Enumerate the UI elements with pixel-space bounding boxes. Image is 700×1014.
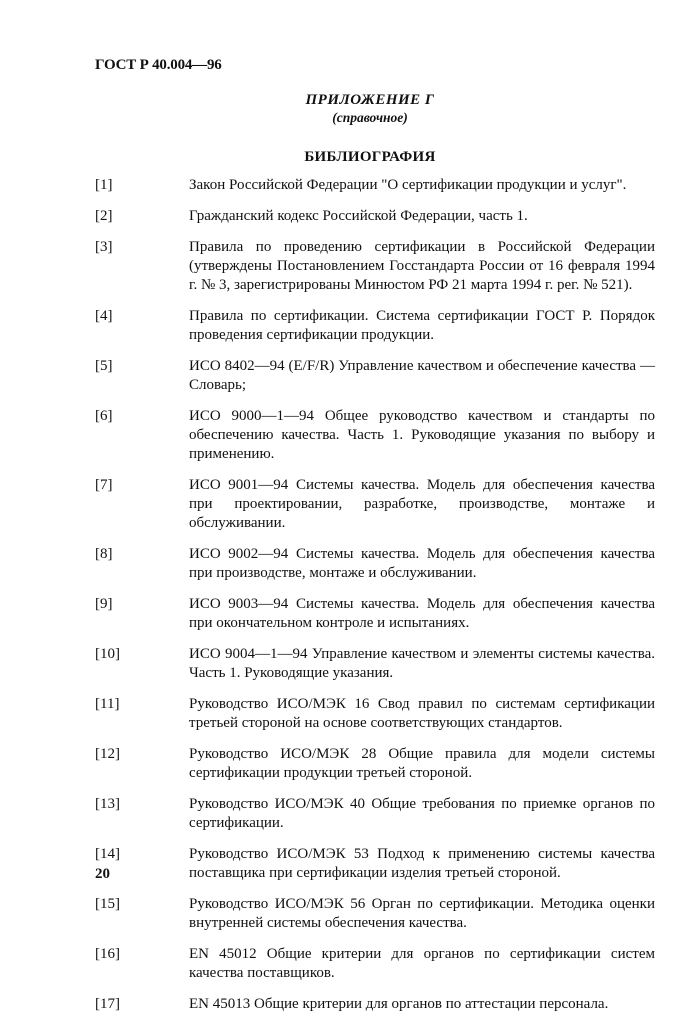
reference-text: EN 45012 Общие критерии для органов по сертификации систем качества поставщиков. [189, 946, 655, 981]
reference-number: [14] [95, 846, 120, 862]
bibliography-item-5 [95, 357, 655, 395]
reference-number: [4] [95, 308, 113, 324]
bibliography-item-12 [95, 745, 655, 783]
reference-number: [13] [95, 796, 120, 812]
bibliography-item-15 [95, 895, 655, 933]
bibliography-item-7 [95, 476, 655, 533]
reference-number: [10] [95, 646, 120, 662]
bibliography-item-6 [95, 407, 655, 464]
bibliography-item-1 [95, 176, 655, 195]
bibliography-title: БИБЛИОГРАФИЯ [304, 149, 436, 165]
reference-number: [1] [95, 177, 113, 193]
reference-text: Руководство ИСО/МЭК 40 Общие требования по приемке органов по сертификации. [189, 796, 655, 831]
reference-number: [9] [95, 596, 113, 612]
reference-number: [3] [95, 239, 113, 255]
page-number: 20 [95, 866, 110, 882]
reference-number: [2] [95, 208, 113, 224]
reference-number: [8] [95, 546, 113, 562]
reference-text: Гражданский кодекс Российской Федерации, часть 1. [189, 208, 528, 224]
bibliography-item-4 [95, 307, 655, 345]
reference-number: [5] [95, 358, 113, 374]
reference-text: EN 45013 Общие критерии для органов по аттестации персонала. [189, 996, 609, 1012]
bibliography-item-14 [95, 845, 655, 883]
reference-text: Руководство ИСО/МЭК 53 Подход к применению системы качества поставщика при сертификации изделия третьей стороной. [189, 846, 655, 881]
reference-text: Руководство ИСО/МЭК 16 Свод правил по системам сертификации третьей стороной на основе соответствующих стандартов. [189, 696, 655, 731]
reference-text: ИСО 9001—94 Системы качества. Модель для обеспечения качества при проектировании, разработке, производстве, монтаже и обслуживании. [189, 477, 655, 531]
reference-text: ИСО 9002—94 Системы качества. Модель для обеспечения качества при производстве, монтаже и обслуживании. [189, 546, 655, 581]
reference-number: [7] [95, 477, 113, 493]
reference-text: ИСО 9003—94 Системы качества. Модель для обеспечения качества при окончательном контроле и испытаниях. [189, 596, 655, 631]
bibliography-list [95, 176, 655, 1014]
bibliography-item-9 [95, 595, 655, 633]
appendix-subtitle: (справочное) [332, 110, 408, 125]
bibliography-item-13 [95, 795, 655, 833]
reference-number: [6] [95, 408, 113, 424]
bibliography-item-10 [95, 645, 655, 683]
reference-text: Правила по проведению сертификации в Российской Федерации (утверждены Постановлением Госстандарта России от 16 февраля 1994 г. № 3, зарегистрированы Минюстом РФ 21 марта 1994 г. рег. № 521). [189, 239, 655, 293]
bibliography-item-8 [95, 545, 655, 583]
reference-text: Правила по сертификации. Система сертификации ГОСТ Р. Порядок проведения сертификации продукции. [189, 308, 655, 343]
reference-number: [17] [95, 996, 120, 1012]
reference-number: [15] [95, 896, 120, 912]
reference-text: Руководство ИСО/МЭК 56 Орган по сертификации. Методика оценки внутренней системы обеспечения качества. [189, 896, 655, 931]
reference-number: [16] [95, 946, 120, 962]
reference-text: ИСО 9004—1—94 Управление качеством и элементы системы качества. Часть 1. Руководящие указания. [189, 646, 655, 681]
reference-text: ИСО 9000—1—94 Общее руководство качеством и стандарты по обеспечению качества. Часть 1. Руководящие указания по выбору и применению. [189, 408, 655, 462]
bibliography-item-11 [95, 695, 655, 733]
bibliography-item-2 [95, 207, 655, 226]
document-code: ГОСТ Р 40.004—96 [95, 57, 222, 73]
bibliography-item-17 [95, 995, 655, 1014]
reference-text: Закон Российской Федерации "О сертификации продукции и услуг". [189, 177, 627, 193]
bibliography-item-3 [95, 238, 655, 295]
bibliography-item-16 [95, 945, 655, 983]
appendix-title: ПРИЛОЖЕНИЕ Г [305, 92, 435, 108]
reference-text: Руководство ИСО/МЭК 28 Общие правила для модели системы сертификации продукции третьей стороной. [189, 746, 655, 781]
reference-text: ИСО 8402—94 (E/F/R) Управление качеством и обеспечение качества — Словарь; [189, 358, 655, 393]
reference-number: [11] [95, 696, 120, 712]
reference-number: [12] [95, 746, 120, 762]
